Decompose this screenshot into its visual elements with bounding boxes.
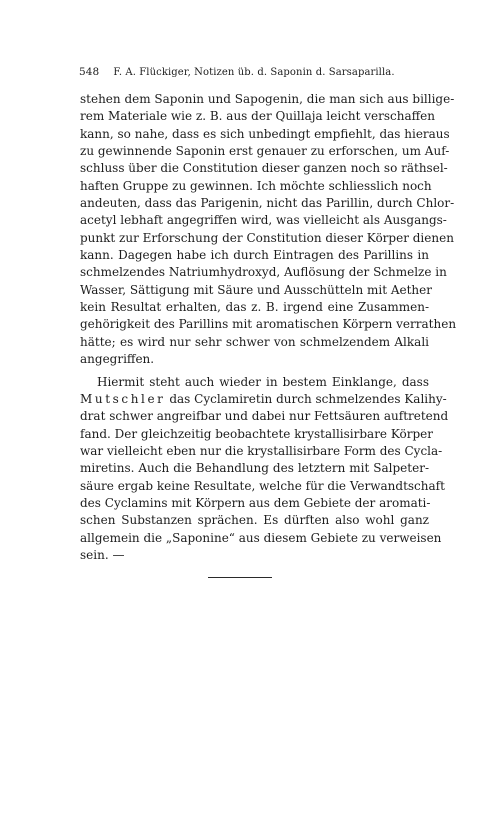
text-line-rest: das Cyclamiretin durch schmelzendes Kalihy-: [165, 391, 447, 406]
text-line: sein. —: [80, 547, 125, 562]
text-line: [80, 391, 447, 408]
text-line: Hiermit steht auch wieder in bestem Einklange, dass: [97, 374, 429, 389]
text-line: zu gewinnende Saponin erst genauer zu erforschen, um Auf-: [80, 144, 450, 159]
text-line: haften Gruppe zu gewinnen. Ich möchte schliesslich noch: [80, 178, 432, 193]
text-line: schen Substanzen sprächen. Es dürften also wohl ganz: [80, 513, 429, 528]
text-line: kann. Dagegen habe ich durch Eintragen des Parillins in: [80, 248, 429, 263]
text-line: säure ergab keine Resultate, welche für die Verwandtschaft: [80, 478, 445, 493]
text-line: des Cyclamins mit Körpern aus dem Gebiete der aromati-: [80, 495, 431, 510]
text-line: kann, so nahe, dass es sich unbedingt empfiehlt, das hieraus: [80, 126, 450, 141]
page-number: 548: [79, 66, 100, 78]
paragraph-1: [80, 91, 457, 369]
author-name-spaced: Mutschler: [80, 391, 166, 406]
text-line: Wasser, Sättigung mit Säure und Ausschütteln mit Aether: [80, 282, 432, 297]
body-text: [80, 91, 457, 564]
text-line: drat schwer angreifbar und dabei nur Fettsäuren auftretend: [80, 409, 449, 424]
text-line: stehen dem Saponin und Sapogenin, die man sich aus billige-: [80, 92, 455, 106]
text-line: allgemein die „Saponine“ aus diesem Gebiete zu verweisen: [80, 530, 442, 545]
text-line: rem Materiale wie z. B. aus der Quillaja leicht verschaffen: [80, 109, 436, 124]
text-line: miretins. Auch die Behandlung des letztern mit Salpeter-: [80, 461, 429, 476]
text-line: acetyl lebhaft angegriffen wird, was vielleicht als Ausgangs-: [80, 213, 447, 228]
text-line: kein Resultat erhalten, das z. B. irgend eine Zusammen-: [80, 300, 429, 315]
text-line: schluss über die Constitution dieser ganzen noch so räthsel-: [80, 161, 448, 176]
text-line: schmelzendes Natriumhydroxyd, Auflösung der Schmelze in: [80, 265, 447, 280]
text-line: war vielleicht eben nur die krystallisirbare Form des Cycla-: [80, 443, 443, 458]
text-line: andeuten, dass das Parigenin, nicht das Parillin, durch Chlor-: [80, 196, 455, 211]
text-line: fand. Der gleichzeitig beobachtete krystallisirbare Körper: [80, 426, 433, 441]
text-line: angegriffen.: [80, 352, 155, 367]
running-header: [79, 66, 419, 78]
text-line: punkt zur Erforschung der Constitution dieser Körper dienen: [80, 230, 454, 245]
paragraph-2: [80, 374, 449, 565]
text-line: hätte; es wird nur sehr schwer von schmelzendem Alkali: [80, 334, 429, 349]
header-title: F. A. Flückiger, Notizen üb. d. Saponin d. Sarsaparilla.: [113, 67, 395, 78]
closing-rule: [208, 577, 272, 578]
text-line: gehörigkeit des Parillins mit aromatischen Körpern verrathen: [80, 317, 457, 332]
